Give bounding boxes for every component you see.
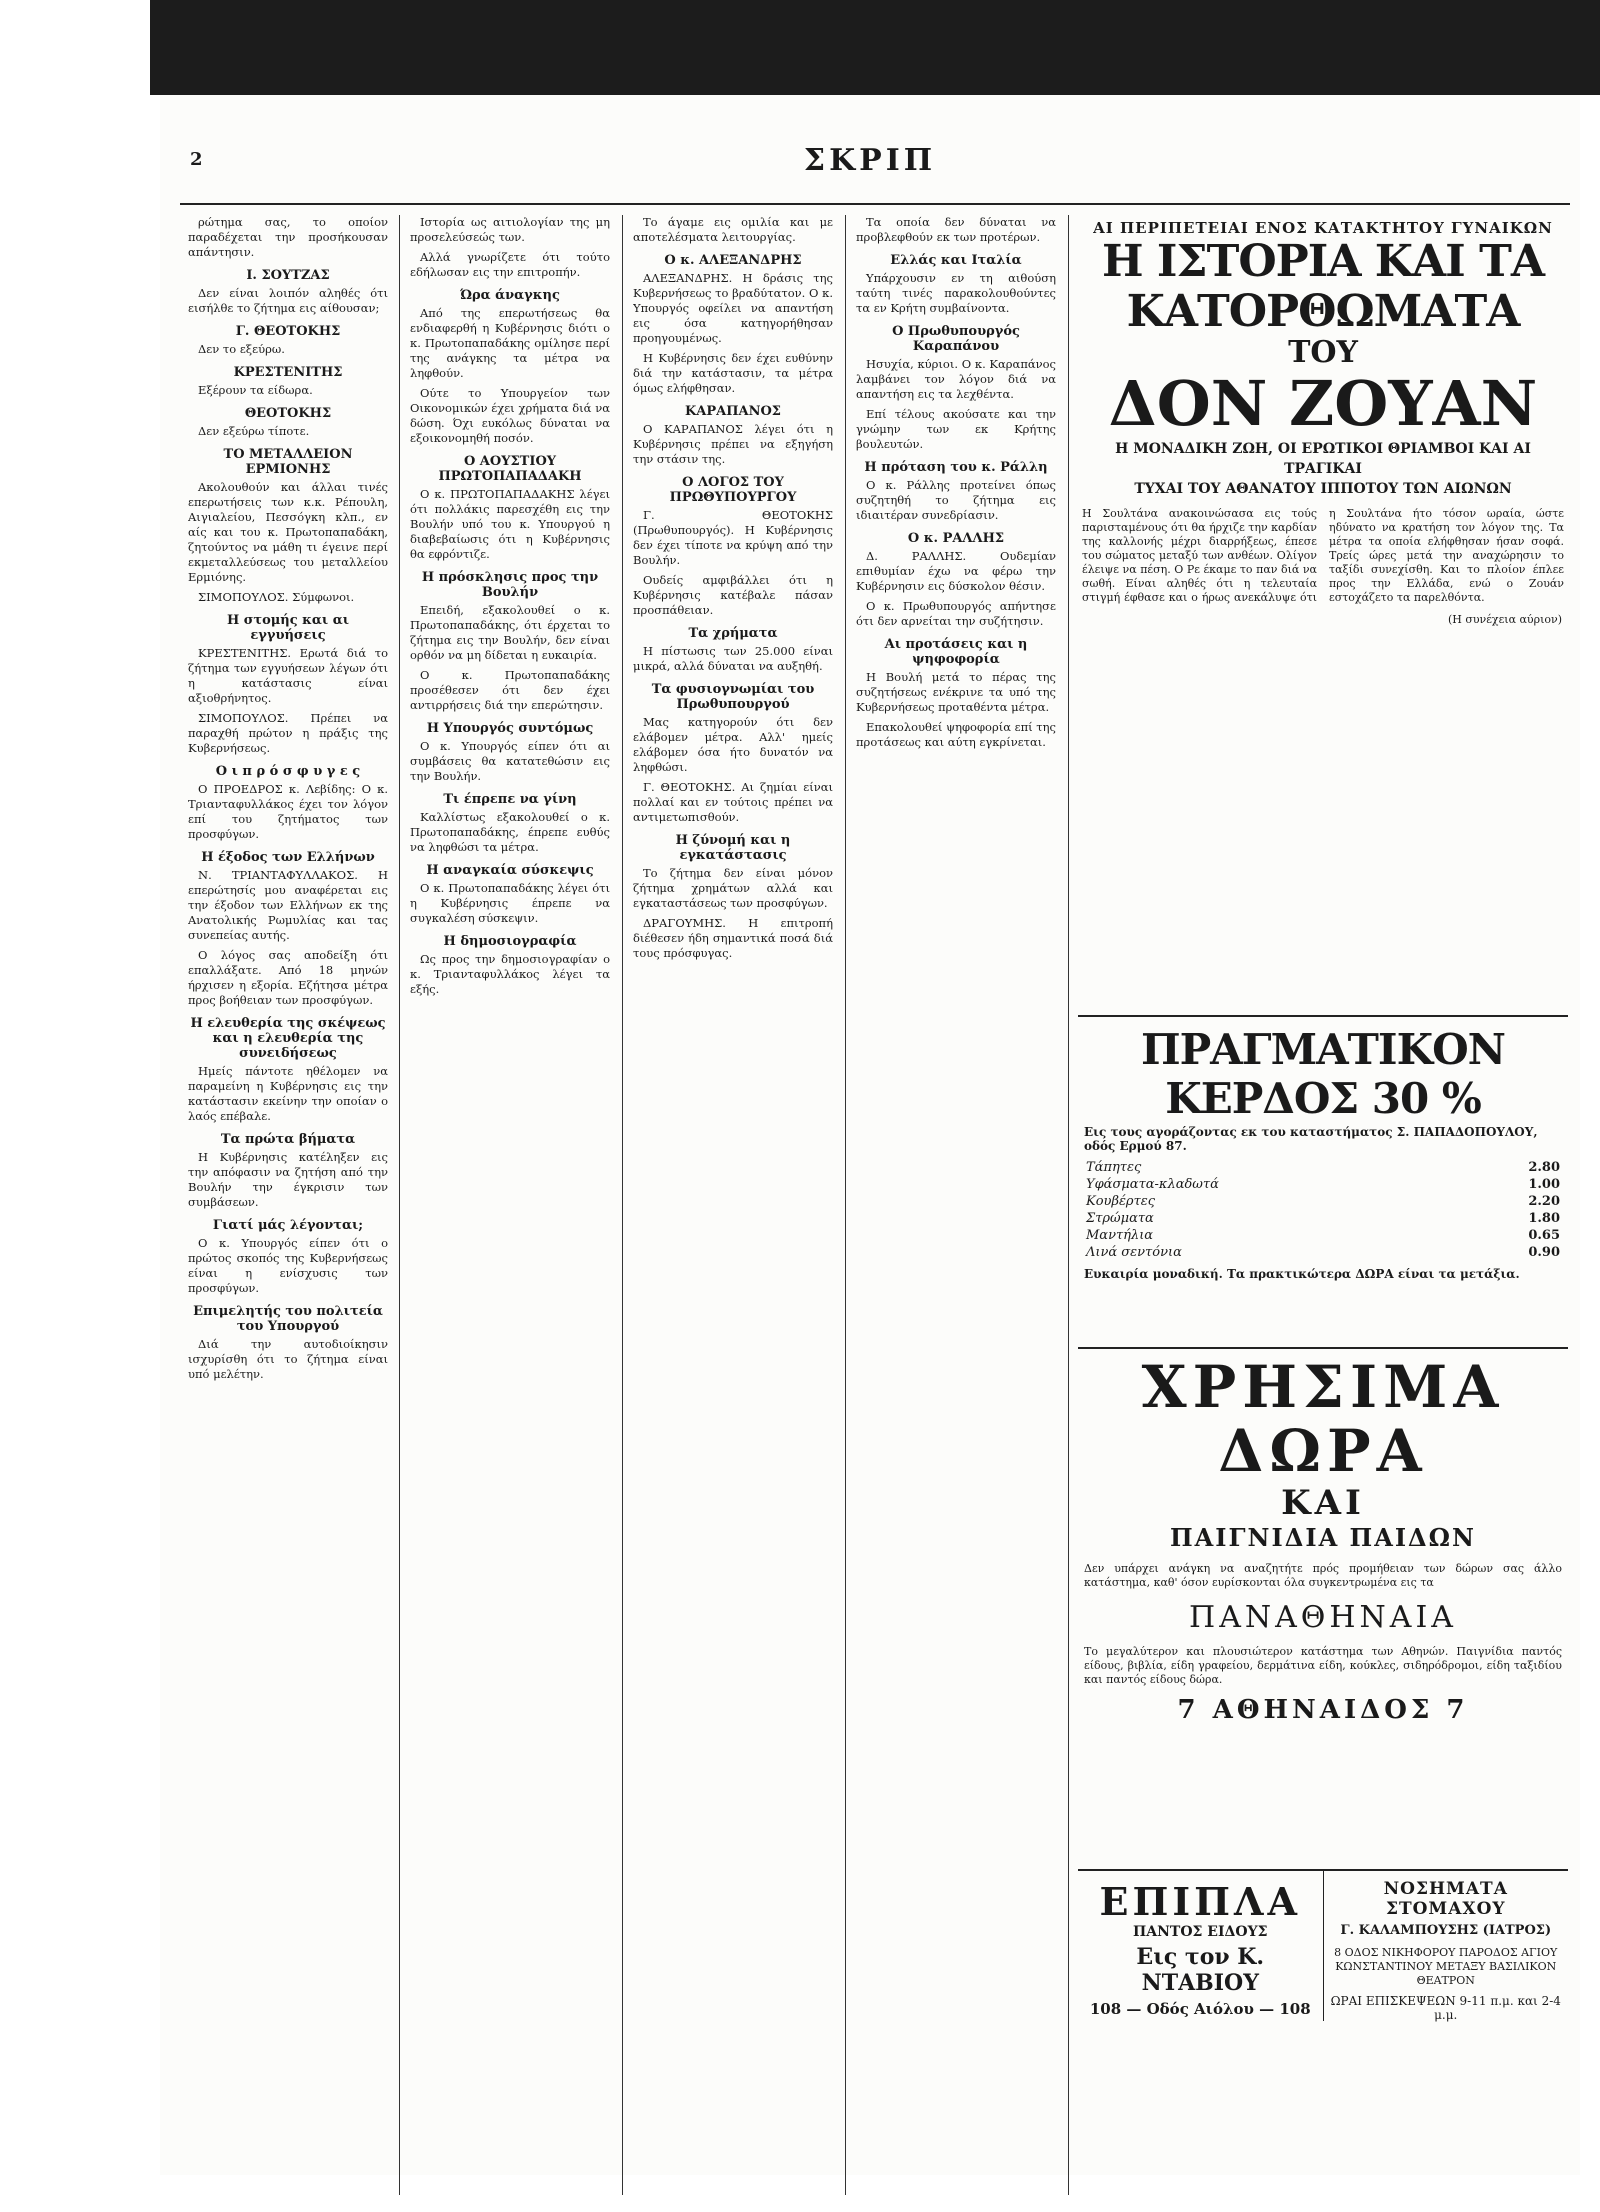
article-paragraph: Ουδείς αμφιβάλλει ότι η Κυβέρνησις κατέβαλε πάσαν προσπάθειαν. — [633, 573, 833, 617]
ad-headline: ΠΑΙΓΝΙΔΙΑ ΠΑΙΔΩΝ — [1170, 1523, 1476, 1552]
price-row — [1078, 1193, 1568, 1210]
ad-headline: ΧΡΗΣΙΜΑ ΔΩΡΑ — [1141, 1353, 1505, 1485]
article-paragraph: Ο ΠΡΟΕΔΡΟΣ κ. Λεβίδης: Ο κ. Τριανταφυλλάκος έχει τον λόγον επί του ζητήματος των προσφύγων. — [188, 782, 388, 841]
article-paragraph: ρώτημα σας, το οποίον παραδέχεται την προσήκουσαν απάντησιν. — [188, 215, 388, 259]
article-paragraph: Δεν είναι λοιπόν αληθές ότι εισήλθε το ζήτημα εις αίθουσαν; — [188, 286, 388, 315]
article-heading: Τα πρώτα βήματα — [220, 1132, 356, 1147]
article-heading: Η πρόσκλησις προς την Βουλήν — [421, 570, 599, 600]
article-paragraph: Ο κ. Υπουργός είπεν ότι αι συμβάσεις θα κατατεθώσιν εις την Βουλήν. — [410, 739, 610, 783]
article-paragraph: Εξέρουν τα είδωρα. — [198, 383, 313, 397]
ad-kicker: ΑΙ ΠΕΡΙΠΕΤΕΙΑΙ ΕΝΟΣ ΚΑΤΑΚΤΗΤΟΥ ΓΥΝΑΙΚΩΝ — [1093, 219, 1553, 237]
article-paragraph: Η Βουλή μετά το πέρας της συζητήσεως ενέκρινε τα υπό της Κυβερνήσεως προταθέντα μέτρα. — [856, 670, 1056, 714]
ad-closing-line: Ευκαιρία μοναδική. Τα πρακτικώτερα ΔΩΡΑ είναι τα μετάξια. — [1084, 1267, 1520, 1281]
price-row — [1078, 1210, 1568, 1227]
article-heading: Τα φυσιογνωμίαι του Πρωθυπουργού — [651, 682, 815, 712]
price-row — [1078, 1227, 1568, 1244]
ad-headline: ΝΟΣΗΜΑΤΑ ΣΤΟΜΑΧΟΥ — [1383, 1879, 1508, 1919]
article-paragraph: Τα οποία δεν δύναται να προβλεφθούν εκ των προτέρων. — [856, 215, 1056, 244]
ad-address: 108 — Οδός Αιόλου — 108 — [1089, 2000, 1311, 2018]
article-heading: Η δημοσιογραφία — [443, 934, 577, 949]
article-heading: ΘΕΟΤΟΚΗΣ — [244, 406, 332, 421]
article-heading: Ο ι π ρ ό σ φ υ γ ε ς — [215, 764, 361, 779]
ad-body-text: Η Σουλτάνα ανακοινώσασα εις τούς παρισταμένους ότι θα ήρχιζε την καρδίαν της καλλονής μέχρι διαρρήξεως, έπεσε του σώματος μεταξύ των ανθέων. Ολίγον έλειψε να πέση. Ο Ρε έκαμε το παν διά να σωθή. Είναι αληθές ότι η τελευταία στιγμή έφθασε και ο ήρως ανεκάλυψε ότι η Σουλτάνα ήτο τόσον ωραία, ώστε ηδύνατο να κρατήση τον λόγον της. Τα μέτρα τα οποία ελήφθησαν ήσαν σοφά. Τρείς ώρες μετά την αναχώρησιν το ταξίδι συνεχίσθη. Και το πλοίον έπλεε προς την Ελλάδα, ενώ ο Ζουάν εστοχάζετο τα παρελθόντα. — [1082, 507, 1564, 604]
article-heading: Η ελευθερία της σκέψεως και η ελευθερία της συνειδήσεως — [190, 1016, 386, 1061]
article-heading: Η ζύνομή και η εγκατάστασις — [675, 833, 791, 863]
article-paragraph: Το ζήτημα δεν είναι μόνον ζήτημα χρημάτων αλλά και εγκαταστάσεως των προσφύγων. — [633, 866, 833, 910]
article-heading: Ι. ΣΟΥΤΖΑΣ — [246, 268, 330, 283]
price-item-name: Κουβέρτες — [1086, 1194, 1156, 1209]
article-paragraph: Ο λόγος σας αποδείξη ότι επαλλάξατε. Από 18 μηνών ήρχισεν η εξορία. Εζήτησα μέτρα προς βοήθειαν των προσφύγων. — [188, 948, 388, 1007]
price-item-value: 1.80 — [1528, 1211, 1560, 1226]
ad-shop-line: Εις τους αγοράζοντας εκ του καταστήματος Σ. ΠΑΠΑΔΟΠΟΥΛΟΥ, οδός Ερμού 87. — [1084, 1125, 1538, 1153]
article-paragraph: Ο κ. ΠΡΩΤΟΠΑΠΑΔΑΚΗΣ λέγει ότι πολλάκις παρεσχέθη εις την Βουλήν υπό του κ. Υπουργού η διαβεβαίωσις ότι η Κυβέρνησις θα εφρόντιζε. — [410, 487, 610, 561]
price-item-value: 0.65 — [1528, 1228, 1560, 1243]
article-paragraph: Από της επερωτήσεως θα ενδιαφερθή η Κυβέρνησις διότι ο κ. Πρωτοπαπαδάκης ομίλησε περί της ανάγκης τα μέτρα να ληφθούν. — [410, 306, 610, 380]
article-paragraph: Επειδή, εξακολουθεί ο κ. Πρωτοπαπαδάκης, ότι έρχεται το ζήτημα εις την Βουλήν, δεν είναι ορθόν να μη δίδεται η ευκαιρία. — [410, 603, 610, 662]
ad-store-name: ΠΑΝΑΘΗΝΑΙΑ — [1189, 1600, 1457, 1635]
article-paragraph: Δ. ΡΑΛΛΗΣ. Ουδεμίαν επιθυμίαν έχω να φέρω την Κυβέρνησιν εις δύσκολον θέσιν. — [856, 549, 1056, 593]
article-paragraph: Η Κυβέρνησις δεν έχει ευθύνην διά την κατάστασιν, τα μέτρα όμως ελήφθησαν. — [633, 351, 833, 395]
price-row — [1078, 1176, 1568, 1193]
article-paragraph: Ο ΚΑΡΑΠΑΝΟΣ λέγει ότι η Κυβέρνησις πρέπει να εξηγήση την στάσιν της. — [633, 422, 833, 466]
article-paragraph: ΣΙΜΟΠΟΥΛΟΣ. Σύμφωνοι. — [198, 590, 355, 604]
article-paragraph: Ο κ. Πρωτοπαπαδάκης προσέθεσεν ότι δεν έχει αντιρρήσεις διά την επερώτησιν. — [410, 668, 610, 712]
article-paragraph: Δεν εξεύρω τίποτε. — [198, 424, 310, 438]
ad-don-zouan — [1078, 215, 1568, 1017]
article-heading: ΚΡΕΣΤΕΝΙΤΗΣ — [233, 365, 343, 380]
article-heading: Η αναγκαία σύσκεψις — [426, 863, 594, 878]
ad-address: 8 ΟΔΟΣ ΝΙΚΗΦΟΡΟΥ ΠΑΡΟΔΟΣ ΑΓΙΟΥ ΚΩΝΣΤΑΝΤΙΝΟΥ ΜΕΤΑΞΥ ΒΑΣΙΛΙΚΟΝ ΘΕΑΤΡΟΝ — [1334, 1946, 1558, 1987]
article-paragraph: Ακολουθούν και άλλαι τινές επερωτήσεις των κ.κ. Ρέπουλη, Αιγιαλείου, Πεσσόγκη κλπ., εν αίς και του κ. Πρωτοπαπαδάκη, ζητούντος να μάθη τι έγεινε περί εκμεταλλεύσεως του μεταλλείου Ερμιόνης. — [188, 480, 388, 584]
column-divider — [622, 215, 623, 2195]
article-heading: ΚΑΡΑΠΑΝΟΣ — [684, 404, 781, 419]
ad-title-line: Η ΙΣΤΟΡΙΑ ΚΑΙ ΤΑ ΚΑΤΟΡΘΩΜΑΤΑ — [1102, 236, 1544, 337]
ad-title-line: ΔΟΝ ΖΟΥΑΝ — [1108, 367, 1538, 440]
column-divider — [845, 215, 846, 2195]
masthead — [160, 143, 1580, 178]
price-item-name: Τάπητες — [1086, 1160, 1142, 1175]
article-paragraph: ΣΙΜΟΠΟΥΛΟΣ. Πρέπει να παραχθή πρώτον η πράξις της Κυβερνήσεως. — [188, 711, 388, 755]
ad-headline: ΚΑΙ — [1281, 1483, 1365, 1523]
ad-subtitle: ΤΥΧΑΙ ΤΟΥ ΑΘΑΝΑΤΟΥ ΙΠΠΟΤΟΥ ΤΩΝ ΑΙΩΝΩΝ — [1134, 481, 1512, 497]
price-item-value: 1.00 — [1528, 1177, 1560, 1192]
article-heading: Η έξοδος των Ελλήνων — [201, 850, 375, 865]
ad-epipla — [1078, 1871, 1324, 2021]
article-heading: Η στομής και αι εγγυήσεις — [226, 613, 350, 643]
article-paragraph: Η Κυβέρνησις κατέληξεν εις την απόφασιν να ζητήση από την Βουλήν την έγκρισιν των συμβάσεων. — [188, 1150, 388, 1209]
page-number: 2 — [190, 149, 203, 170]
article-paragraph: Ως προς την δημοσιογραφίαν ο κ. Τριανταφυλλάκος λέγει τα εξής. — [410, 952, 610, 996]
article-heading: Ο κ. ΡΑΛΛΗΣ — [907, 531, 1005, 546]
ad-bottom-row — [1078, 1871, 1568, 2021]
advertisement-column — [1078, 215, 1568, 2195]
article-heading: Αι προτάσεις και η ψηφοφορία — [884, 637, 1028, 667]
article-heading: Γιατί μάς λέγονται; — [212, 1218, 364, 1233]
article-paragraph: Επί τέλους ακούσατε και την γνώμην των εκ Κρήτης βουλευτών. — [856, 407, 1056, 451]
ad-headline: ΠΡΑΓΜΑΤΙΚΟΝ ΚΕΡΔΟΣ 30 % — [1140, 1025, 1506, 1123]
article-heading: Ο Πρωθυπουργός Καραπάνου — [892, 324, 1020, 354]
article-heading: Ο κ. ΑΛΕΞΑΝΔΡΗΣ — [664, 253, 802, 268]
masthead-rule — [180, 203, 1570, 205]
article-heading: Ώρα άναγκης — [460, 288, 560, 303]
article-column-3 — [633, 215, 833, 2195]
column-divider — [1068, 215, 1069, 2195]
article-paragraph: Μας κατηγορούν ότι δεν ελάβομεν μέτρα. Αλλ' ημείς ελάβομεν όσα ήτο δυνατόν να ληφθώσι. — [633, 715, 833, 774]
article-paragraph: ΑΛΕΞΑΝΔΡΗΣ. Η δράσις της Κυβερνήσεως το βραδύτατον. Ο κ. Υπουργός οφείλει να απαντήση εις όσα κατηγορήθησαν προηγουμένως. — [633, 271, 833, 345]
article-paragraph: Ιστορία ως αιτιολογίαν της μη προσελεύσεώς των. — [410, 215, 610, 244]
article-paragraph: Καλλίστως εξακολουθεί ο κ. Πρωτοπαπαδάκης, έπρεπε ευθύς να ληφθώσι τα μέτρα. — [410, 810, 610, 854]
ad-subtitle: Η ΜΟΝΑΔΙΚΗ ΖΩΗ, ΟΙ ΕΡΩΤΙΚΟΙ ΘΡΙΑΜΒΟΙ ΚΑΙ ΑΙ ΤΡΑΓΙΚΑΙ — [1115, 441, 1531, 477]
ad-headline: ΕΠΙΠΛΑ — [1099, 1879, 1301, 1924]
newspaper-title: ΣΚΡΙΠ — [803, 143, 937, 178]
newspaper-page — [160, 95, 1580, 2175]
article-paragraph: Αλλά γνωρίζετε ότι τούτο εδήλωσαν εις την επιτροπήν. — [410, 250, 610, 279]
price-item-name: Υφάσματα-κλαδωτά — [1086, 1177, 1219, 1192]
article-heading: Τι έπρεπε να γίνη — [443, 792, 577, 807]
ad-doctor: Γ. ΚΑΛΑΜΠΟΥΣΗΣ (ΙΑΤΡΟΣ) — [1340, 1923, 1552, 1938]
article-paragraph: Ησυχία, κύριοι. Ο κ. Καραπάνος λαμβάνει τον λόγον διά να απαντήση εις τα λεχθέντα. — [856, 357, 1056, 401]
article-heading: Τα χρήματα — [688, 626, 778, 641]
article-heading: Η Υπουργός συντόμως — [426, 721, 594, 736]
article-heading: Γ. ΘΕΟΤΟΚΗΣ — [235, 324, 341, 339]
price-item-value: 2.80 — [1528, 1160, 1560, 1175]
article-paragraph: Διά την αυτοδιοίκησιν ισχυρίσθη ότι το ζήτημα είναι υπό μελέτην. — [188, 1337, 388, 1381]
price-list — [1078, 1159, 1568, 1261]
article-paragraph: Επακολουθεί ψηφοφορία επί της προτάσεως και αύτη εγκρίνεται. — [856, 720, 1056, 749]
price-item-name: Λινά σεντόνια — [1086, 1245, 1182, 1260]
ad-subhead: ΠΑΝΤΟΣ ΕΙΔΟΥΣ — [1133, 1924, 1268, 1940]
ad-body-text: Το μεγαλύτερον και πλουσιώτερον κατάστημα των Αθηνών. Παιγνίδια παντός είδους, βιβλία, είδη γραφείου, δερμάτινα είδη, κούκλες, σιδηρόδρομοι, είδη ταξιδίου και παντός είδους δώρα. — [1084, 1645, 1562, 1686]
article-paragraph: Ο κ. Υπουργός είπεν ότι ο πρώτος σκοπός της Κυβερνήσεως είναι η ενίσχυσις των προσφύγων. — [188, 1236, 388, 1295]
article-column-4 — [856, 215, 1056, 2195]
ad-body-text: Δεν υπάρχει ανάγκη να αναζητήτε πρός προμήθειαν των δώρων σας άλλο κατάστημα, καθ' όσον ευρίσκονται όλα συγκεντρωμένα εις τα — [1084, 1562, 1562, 1589]
article-paragraph: Ημείς πάντοτε ηθέλομεν να παραμείνη η Κυβέρνησις εις την κατάστασιν εκείνην την οποίαν ο λαός επέβαλε. — [188, 1064, 388, 1123]
article-heading: Ο ΛΟΓΟΣ ΤΟΥ ΠΡΩΘΥΠΟΥΡΓΟΥ — [669, 475, 797, 505]
price-row — [1078, 1244, 1568, 1261]
article-paragraph: Ο κ. Πρωτοπαπαδάκης λέγει ότι η Κυβέρνησις έπρεπε να συγκαλέση σύσκεψιν. — [410, 881, 610, 925]
article-column-2 — [410, 215, 610, 2195]
article-paragraph: Ν. ΤΡΙΑΝΤΑΦΥΛΛΑΚΟΣ. Η επερώτησίς μου αναφέρεται εις την έξοδον των Ελλήνων εκ της Ανατολικής Ρωμυλίας και τας συνεπείας αυτής. — [188, 868, 388, 942]
article-paragraph: Ούτε το Υπουργείον των Οικονομικών έχει χρήματα διά να δώση. Όχι ευκόλως δύναται να εξοικονομηθή ποσόν. — [410, 386, 610, 445]
price-row — [1078, 1159, 1568, 1176]
article-heading: Ο ΑΟΥΣΤΙΟΥ ΠΡΩΤΟΠΑΠΑΔΑΚΗ — [438, 454, 582, 484]
article-heading: Επιμελητής του πολιτεία του Υπουργού — [193, 1304, 383, 1334]
article-paragraph: Γ. ΘΕΟΤΟΚΗΣ. Αι ζημίαι είναι πολλαί και εν τούτοις πρέπει να αντιμετωπισθούν. — [633, 780, 833, 824]
ad-address: 7 ΑΘΗΝΑΙΔΟΣ 7 — [1177, 1695, 1469, 1725]
ad-hours: ΩΡΑΙ ΕΠΙΣΚΕΨΕΩΝ 9-11 π.μ. και 2-4 μ.μ. — [1330, 1994, 1561, 2022]
article-paragraph: Ο κ. Ράλλης προτείνει όπως συζητηθή το ζήτημα εις ιδιαιτέραν συνεδρίασιν. — [856, 478, 1056, 522]
price-item-name: Μαντήλια — [1086, 1228, 1154, 1243]
article-paragraph: Δεν το εξεύρω. — [198, 342, 285, 356]
article-paragraph: ΔΡΑΓΟΥΜΗΣ. Η επιτροπή διέθεσεν ήδη σημαντικά ποσά διά τους πρόσφυγας. — [633, 916, 833, 960]
article-paragraph: Υπάρχουσιν εν τη αιθούση ταύτη τινές παρακολουθούντες τα εν Κρήτη συμβαίνοντα. — [856, 271, 1056, 315]
price-item-value: 0.90 — [1528, 1245, 1560, 1260]
ad-xrisima-dora — [1078, 1349, 1568, 1871]
article-column-1 — [188, 215, 388, 2195]
column-divider — [399, 215, 400, 2195]
article-paragraph: Το άγαμε εις ομιλία και με αποτελέσματα λειτουργίας. — [633, 215, 833, 244]
article-heading: Ελλάς και Ιταλία — [890, 253, 1022, 268]
article-paragraph: ΚΡΕΣΤΕΝΙΤΗΣ. Ερωτά διά το ζήτημα των εγγυήσεων λέγων ότι η κατάστασις είναι αξιοθρήνητος. — [188, 646, 388, 705]
article-paragraph: Η πίστωσις των 25.000 είναι μικρά, αλλά δύναται να αυξηθή. — [633, 644, 833, 673]
scan-top-shadow — [150, 0, 1600, 95]
article-paragraph: Ο κ. Πρωθυπουργός απήντησε ότι δεν αρνείται την συζήτησιν. — [856, 599, 1056, 628]
ad-merchant: Εις τον Κ. ΝΤΑΒΙΟΥ — [1136, 1944, 1265, 1996]
ad-signature: (Η συνέχεια αύριον) — [1447, 613, 1562, 626]
article-heading: ΤΟ ΜΕΤΑΛΛΕΙΟΝ ΕΡΜΙΟΝΗΣ — [223, 447, 353, 477]
price-item-name: Στρώματα — [1086, 1211, 1154, 1226]
article-heading: Η πρόταση του κ. Ράλλη — [864, 460, 1048, 475]
ad-nosimata-stomaxou — [1324, 1871, 1569, 2021]
ad-kerdos — [1078, 1017, 1568, 1349]
price-item-value: 2.20 — [1528, 1194, 1560, 1209]
article-paragraph: Γ. ΘΕΟΤΟΚΗΣ (Πρωθυπουργός). Η Κυβέρνησις δεν έχει τίποτε να κρύψη από την Βουλήν. — [633, 508, 833, 567]
ad-title-line: ΤΟΥ — [1288, 335, 1358, 370]
